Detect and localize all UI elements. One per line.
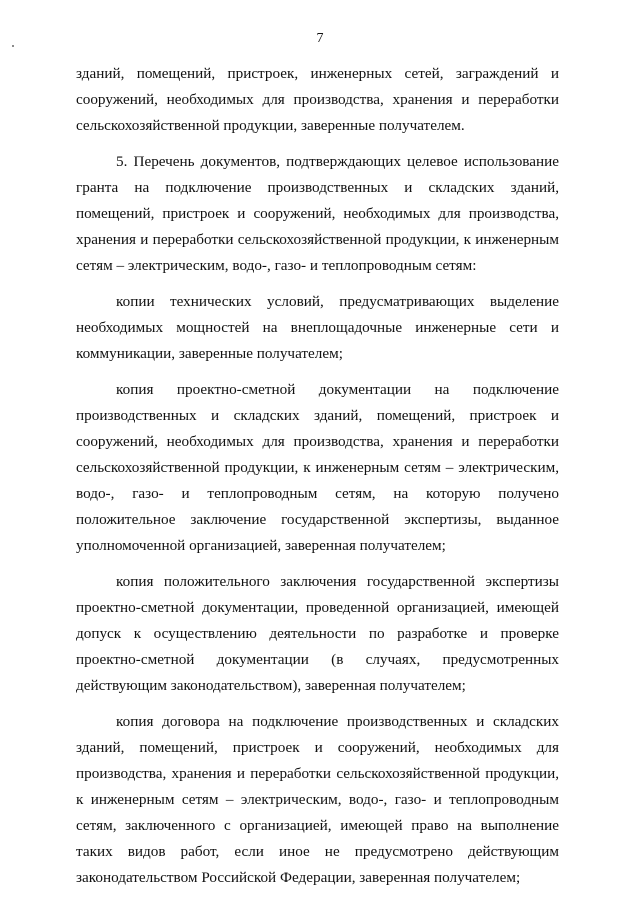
- paragraph-continuation: зданий, помещений, пристроек, инженерных сетей, заграждений и сооружений, необходимых для производства, хранения и переработки сельскохозяйственной продукции, заверенные получателем.: [76, 65, 559, 134]
- paragraph-tech-conditions: копии технических условий, предусматривающих выделение необходимых мощностей на внеплощадочные инженерные сети и коммуникации, заверенные получателем;: [76, 293, 559, 362]
- paragraph-connection-contract: копия договора на подключение производственных и складских зданий, помещений, пристроек и сооружений, необходимых для производства, хранения и переработки сельскохозяйственной продукции, к инженерным сетям – электрическим, водо-, газо- и теплопроводным сетям, заключенного с организацией, имеющей право на выполнение таких видов работ, если иное не предусмотрено действующим законодательством Российской Федерации, заверенная получателем;: [76, 713, 559, 886]
- paragraph-item-5: 5. Перечень документов, подтверждающих целевое использование гранта на подключение производственных и складских зданий, помещений, пристроек и сооружений, необходимых для производства, хранения и переработки сельскохозяйственной продукции, к инженерным сетям – электрическим, водо-, газо- и теплопроводным сетям:: [76, 153, 559, 274]
- paragraph-design-docs: копия проектно-сметной документации на подключение производственных и складских зданий, помещений, пристроек и сооружений, необходимых для производства, хранения и переработки сельскохозяйственной продукции, к инженерным сетям – электрическим, водо-, газо- и теплопроводным сетям, на которую получено положительное заключение государственной экспертизы, выданное уполномоченной организацией, заверенная получателем;: [76, 381, 559, 554]
- page-number: 7: [316, 31, 324, 46]
- document-body: [76, 61, 559, 901]
- paragraph-expertise-conclusion: копия положительного заключения государственной экспертизы проектно-сметной документации, проведенной организацией, имеющей допуск к осуществлению деятельности по разработке и проверке проектно-сметной документации (в случаях, предусмотренных действующим законодательством), заверенная получателем;: [76, 573, 559, 694]
